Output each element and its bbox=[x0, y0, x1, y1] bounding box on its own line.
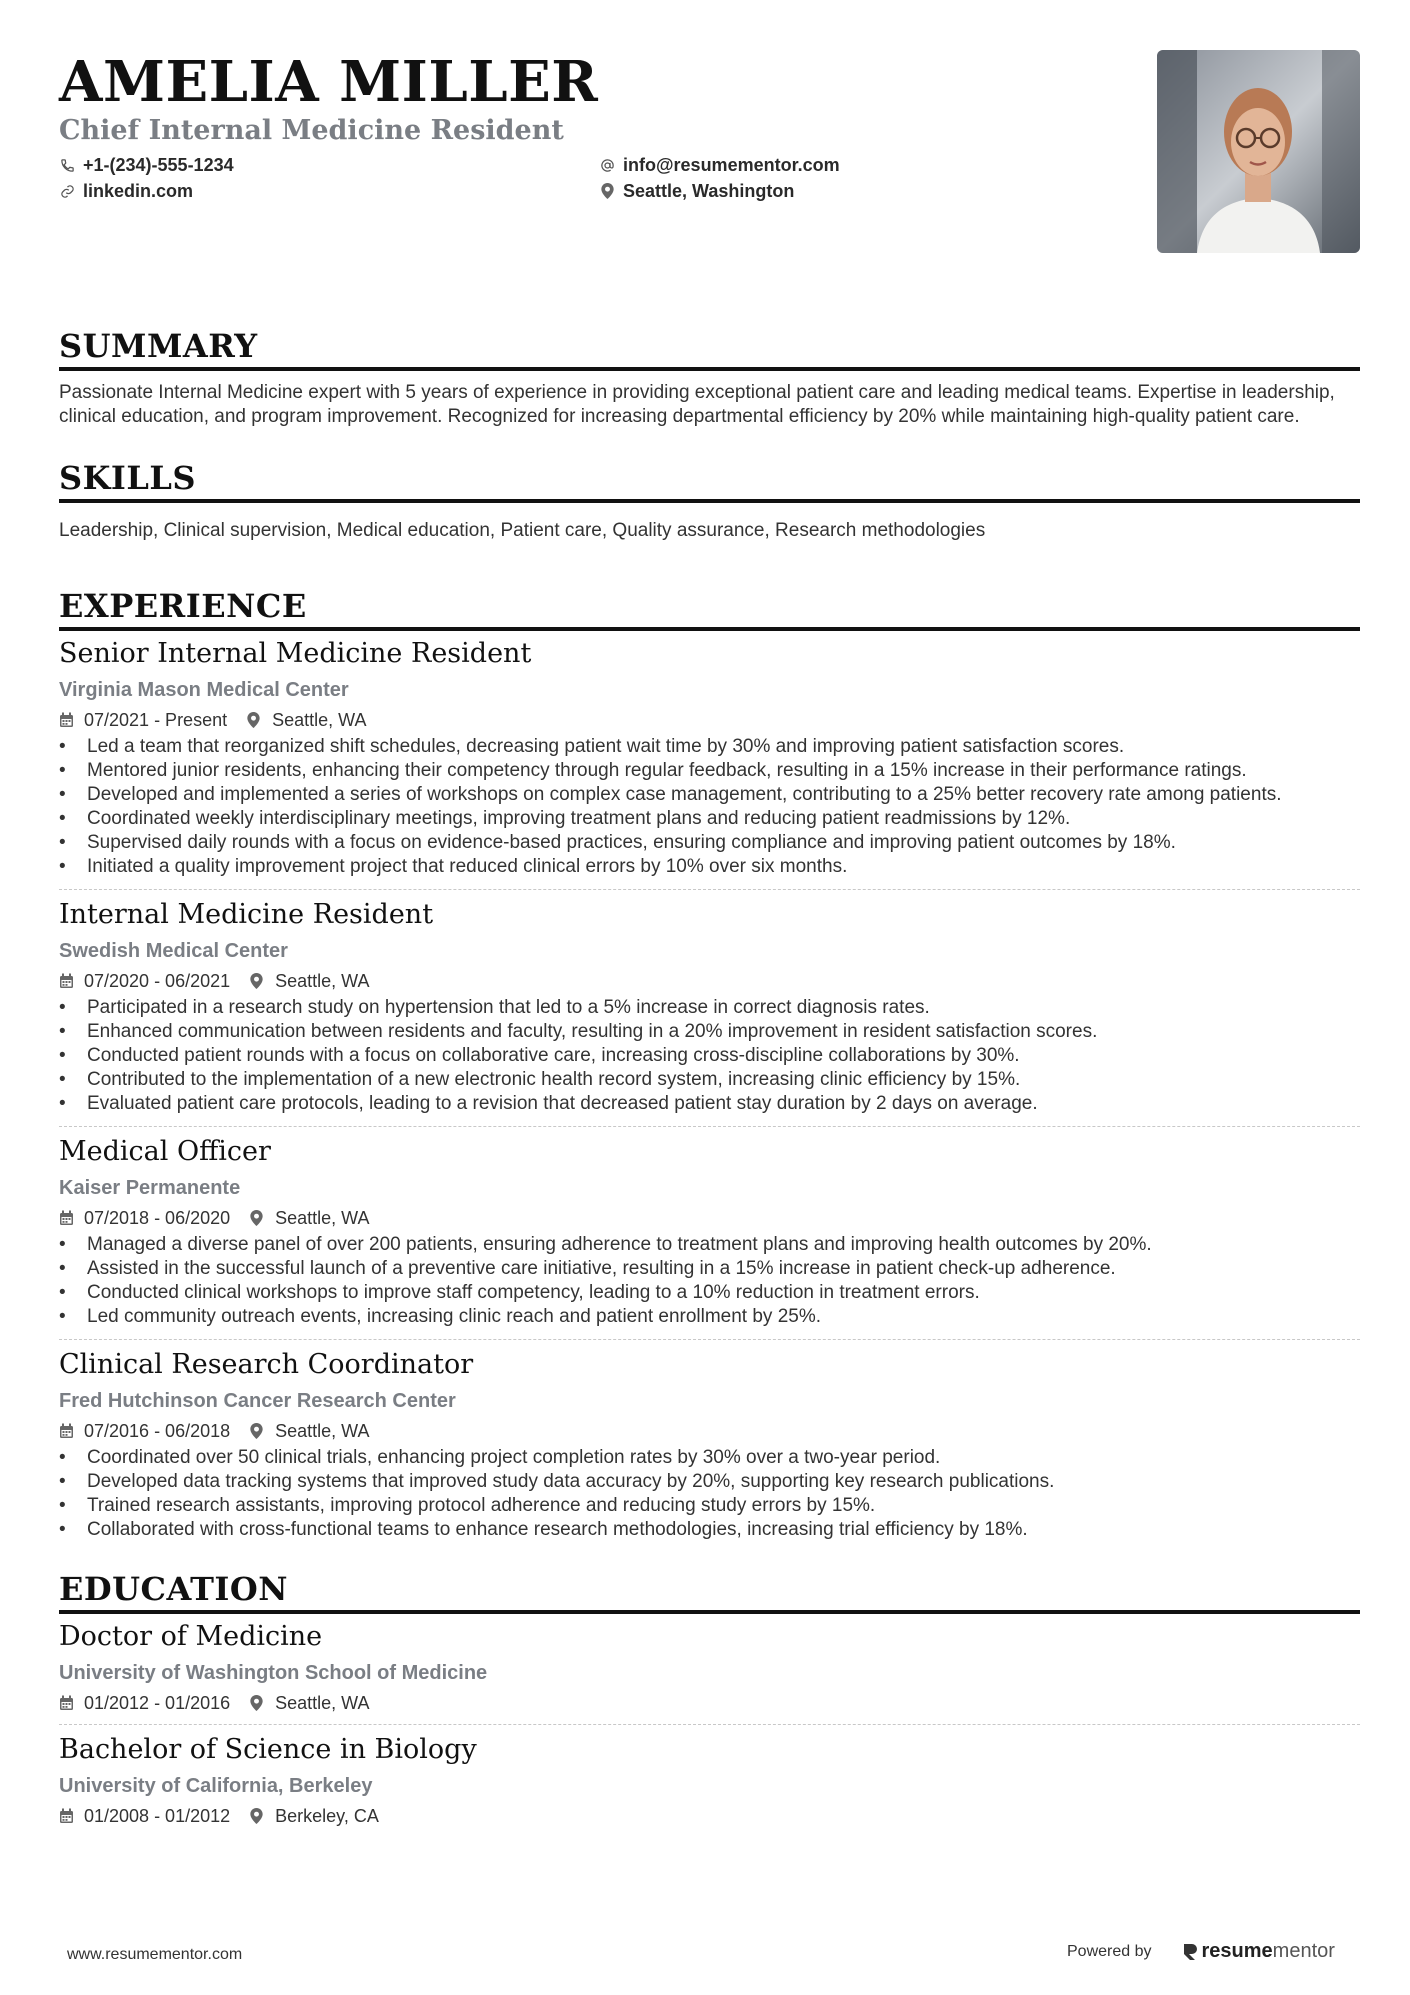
location: Seattle, WA bbox=[272, 710, 367, 730]
degree-title: Doctor of Medicine bbox=[59, 1621, 323, 1652]
map-pin-icon bbox=[599, 183, 615, 199]
experience-heading: EXPERIENCE bbox=[59, 587, 1360, 631]
map-pin-icon bbox=[250, 1695, 266, 1711]
achievement-item: • Coordinated weekly interdisciplinary meetings, improving treatment plans and reducing patient readmissions by 12%. bbox=[59, 807, 1360, 831]
experience-section bbox=[59, 587, 1360, 1542]
date-location-row bbox=[59, 709, 1360, 731]
achievement-item: • Mentored junior residents, enhancing their competency through regular feedback, resulting in a 15% increase in their performance ratings. bbox=[59, 759, 1360, 783]
company-name: Virginia Mason Medical Center bbox=[59, 679, 349, 701]
brand-light: mentor bbox=[1272, 1940, 1335, 1962]
candidate-role: Chief Internal Medicine Resident bbox=[59, 115, 564, 146]
achievement-item: • Enhanced communication between residents and faculty, resulting in a 20% improvement in resident satisfaction scores. bbox=[59, 1020, 1360, 1044]
achievement-item: • Led community outreach events, increasing clinic reach and patient enrollment by 25%. bbox=[59, 1305, 1360, 1329]
powered-by-text: Powered by bbox=[1067, 1942, 1152, 1960]
achievement-item: • Assisted in the successful launch of a preventive care initiative, resulting in a 15% increase in patient check-up adherence. bbox=[59, 1257, 1360, 1281]
resumementor-logo[interactable] bbox=[1182, 1940, 1335, 1963]
achievement-item: • Collaborated with cross-functional teams to enhance research methodologies, increasing trial efficiency by 18%. bbox=[59, 1518, 1360, 1542]
date-range: 07/2018 - 06/2020 bbox=[84, 1208, 231, 1228]
map-pin-icon bbox=[250, 973, 266, 989]
map-pin-icon bbox=[250, 1210, 266, 1226]
location: Seattle, WA bbox=[275, 1693, 370, 1713]
calendar-icon bbox=[59, 1423, 75, 1439]
calendar-icon bbox=[59, 973, 75, 989]
candidate-name: AMELIA MILLER bbox=[59, 49, 599, 115]
education-section bbox=[59, 1570, 1360, 1827]
achievement-list bbox=[59, 1233, 1360, 1329]
achievement-item: • Developed and implemented a series of workshops on complex case management, contributing to a 25% better recovery rate among patients. bbox=[59, 783, 1360, 807]
linkedin-text: linkedin.com bbox=[83, 180, 194, 201]
degree-title: Bachelor of Science in Biology bbox=[59, 1734, 477, 1765]
job-title: Medical Officer bbox=[59, 1136, 271, 1167]
date-location-row bbox=[59, 970, 1360, 992]
contact-location bbox=[599, 180, 999, 202]
calendar-icon bbox=[59, 1210, 75, 1226]
date-range: 01/2012 - 01/2016 bbox=[84, 1693, 231, 1713]
education-entry bbox=[59, 1733, 1360, 1827]
date-location-row bbox=[59, 1420, 1360, 1442]
map-pin-icon bbox=[247, 712, 263, 728]
company-name: Swedish Medical Center bbox=[59, 940, 288, 962]
achievement-item: • Initiated a quality improvement project that reduced clinical errors by 10% over six months. bbox=[59, 855, 1360, 879]
email-text: info@resumementor.com bbox=[623, 154, 840, 175]
skills-section bbox=[59, 459, 1360, 543]
calendar-icon bbox=[59, 712, 75, 728]
experience-entry bbox=[59, 637, 1360, 879]
calendar-icon bbox=[59, 1695, 75, 1711]
achievement-item: • Contributed to the implementation of a new electronic health record system, increasing clinic efficiency by 15%. bbox=[59, 1068, 1360, 1092]
date-range: 07/2021 - Present bbox=[84, 710, 228, 730]
experience-entry bbox=[59, 1348, 1360, 1542]
link-icon bbox=[59, 183, 75, 199]
achievement-item: • Conducted patient rounds with a focus on collaborative care, increasing cross-discipline collaborations by 30%. bbox=[59, 1044, 1360, 1068]
summary-text: Passionate Internal Medicine expert with 5 years of experience in providing exceptional patient care and leading medical teams. Expertise in leadership, clinical education, and program improvement. Recognized for increasing departmental efficiency by 20% while maintaining high-quality patient care. bbox=[59, 382, 1335, 427]
experience-list bbox=[59, 637, 1360, 1542]
skills-heading: SKILLS bbox=[59, 459, 1360, 503]
achievement-list bbox=[59, 1446, 1360, 1542]
school-name: University of Washington School of Medicine bbox=[59, 1662, 488, 1684]
experience-entry bbox=[59, 898, 1360, 1116]
contact-email[interactable] bbox=[599, 154, 999, 176]
footer-powered bbox=[1067, 1940, 1335, 1963]
date-range: 07/2016 - 06/2018 bbox=[84, 1421, 231, 1441]
calendar-icon bbox=[59, 1808, 75, 1824]
entry-divider bbox=[59, 1339, 1360, 1340]
job-title: Internal Medicine Resident bbox=[59, 899, 434, 930]
education-entry bbox=[59, 1620, 1360, 1714]
education-heading: EDUCATION bbox=[59, 1570, 1360, 1614]
date-location-row bbox=[59, 1805, 1360, 1827]
school-name: University of California, Berkeley bbox=[59, 1775, 373, 1797]
achievement-item: • Managed a diverse panel of over 200 patients, ensuring adherence to treatment plans and improving health outcomes by 20%. bbox=[59, 1233, 1360, 1257]
education-list bbox=[59, 1620, 1360, 1827]
achievement-list bbox=[59, 735, 1360, 879]
entry-divider bbox=[59, 1724, 1360, 1725]
summary-section bbox=[59, 327, 1360, 429]
location: Seattle, WA bbox=[275, 1208, 370, 1228]
map-pin-icon bbox=[250, 1423, 266, 1439]
achievement-item: • Trained research assistants, improving protocol adherence and reducing study errors by 15%. bbox=[59, 1494, 1360, 1518]
footer-website[interactable]: www.resumementor.com bbox=[67, 1946, 243, 1963]
profile-photo bbox=[1157, 50, 1360, 253]
map-pin-icon bbox=[250, 1808, 266, 1824]
job-title: Senior Internal Medicine Resident bbox=[59, 638, 532, 669]
date-location-row bbox=[59, 1207, 1360, 1229]
phone-icon bbox=[59, 157, 75, 173]
achievement-item: • Coordinated over 50 clinical trials, enhancing project completion rates by 30% over a two-year period. bbox=[59, 1446, 1360, 1470]
achievement-item: • Led a team that reorganized shift schedules, decreasing patient wait time by 30% and improving patient satisfaction scores. bbox=[59, 735, 1360, 759]
location: Seattle, WA bbox=[275, 1421, 370, 1441]
contact-phone bbox=[59, 154, 599, 176]
at-icon bbox=[599, 157, 615, 173]
date-location-row bbox=[59, 1692, 1360, 1714]
company-name: Fred Hutchinson Cancer Research Center bbox=[59, 1390, 456, 1412]
phone-text: +1-(234)-555-1234 bbox=[83, 154, 234, 175]
achievement-item: • Developed data tracking systems that improved study data accuracy by 20%, supporting key research publications. bbox=[59, 1470, 1360, 1494]
experience-entry bbox=[59, 1135, 1360, 1329]
achievement-item: • Participated in a research study on hypertension that led to a 5% increase in correct diagnosis rates. bbox=[59, 996, 1360, 1020]
location: Seattle, WA bbox=[275, 971, 370, 991]
brand-bold: resume bbox=[1201, 1940, 1273, 1962]
location-text: Seattle, Washington bbox=[623, 180, 795, 201]
achievement-item: • Supervised daily rounds with a focus on evidence-based practices, ensuring compliance and improving patient outcomes by 18%. bbox=[59, 831, 1360, 855]
achievement-item: • Evaluated patient care protocols, leading to a revision that decreased patient stay duration by 2 days on average. bbox=[59, 1092, 1360, 1116]
job-title: Clinical Research Coordinator bbox=[59, 1349, 474, 1380]
entry-divider bbox=[59, 889, 1360, 890]
brand-mark-icon bbox=[1182, 1942, 1198, 1962]
skills-text: Leadership, Clinical supervision, Medical education, Patient care, Quality assurance, Research methodologies bbox=[59, 520, 986, 541]
summary-heading: SUMMARY bbox=[59, 327, 1360, 371]
entry-divider bbox=[59, 1126, 1360, 1127]
date-range: 01/2008 - 01/2012 bbox=[84, 1806, 231, 1826]
achievement-list bbox=[59, 996, 1360, 1116]
resume-content bbox=[59, 49, 1360, 1827]
date-range: 07/2020 - 06/2021 bbox=[84, 971, 231, 991]
company-name: Kaiser Permanente bbox=[59, 1177, 241, 1199]
contact-linkedin[interactable] bbox=[59, 180, 599, 202]
location: Berkeley, CA bbox=[275, 1806, 379, 1826]
achievement-item: • Conducted clinical workshops to improve staff competency, leading to a 10% reduction in treatment errors. bbox=[59, 1281, 1360, 1305]
